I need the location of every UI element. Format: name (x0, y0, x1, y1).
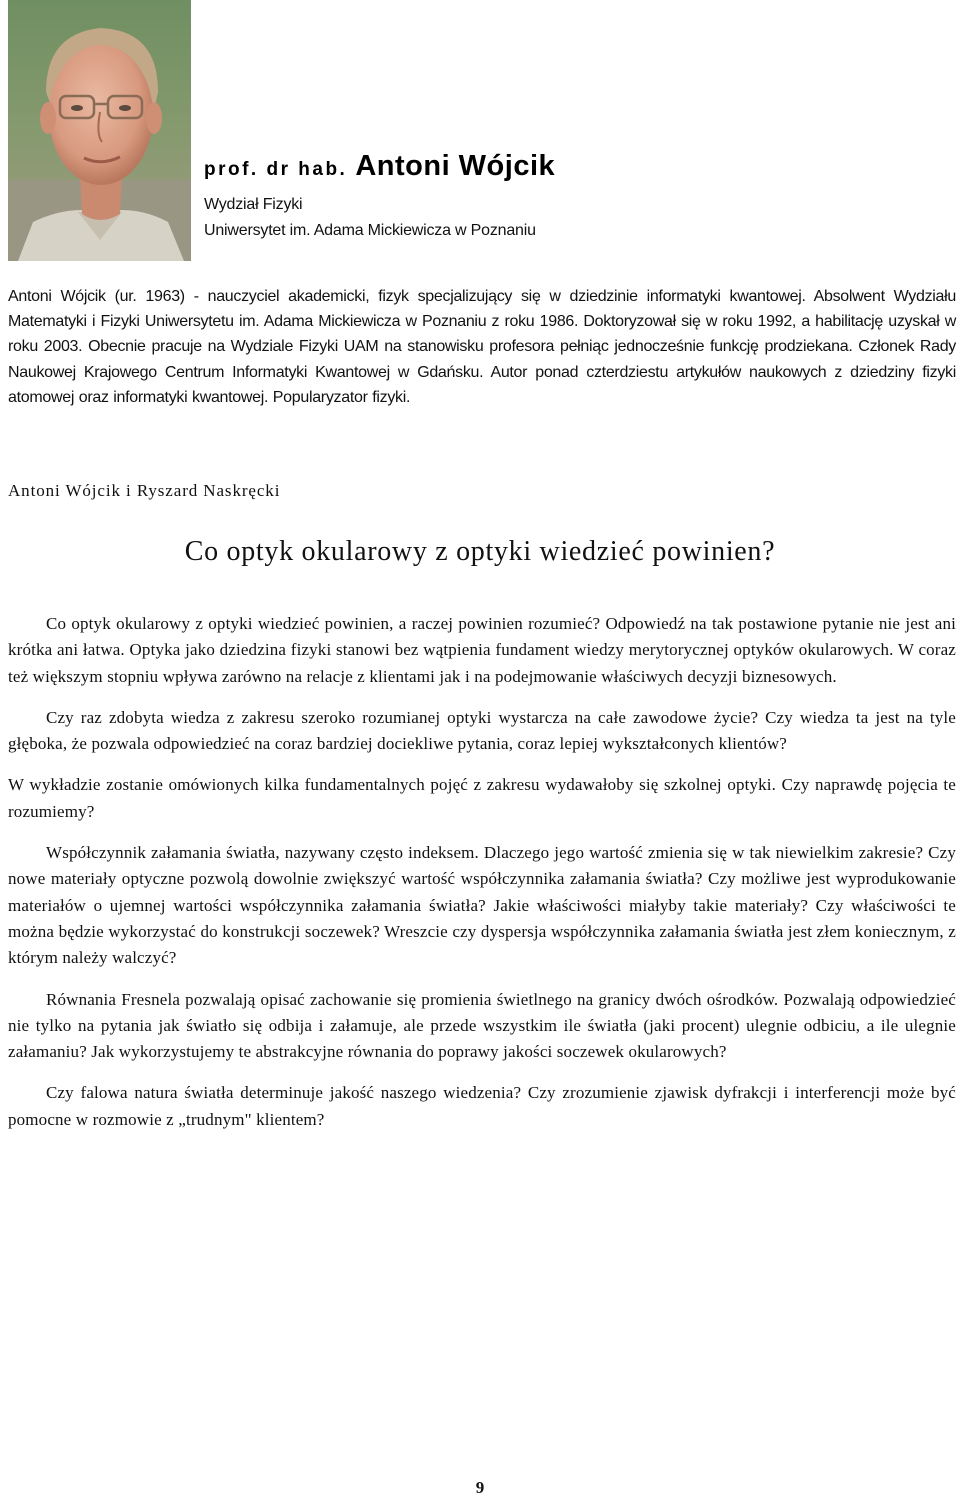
author-name-line (204, 150, 555, 183)
author-photo (8, 0, 191, 261)
article-authors: Antoni Wójcik i Ryszard Naskręcki (8, 481, 281, 500)
article-paragraph: W wykładzie zostanie omówionych kilka fundamentalnych pojęć z zakresu wydawałoby się szkolnej optyki. Czy naprawdę pojęcia te rozumiemy? (8, 775, 956, 821)
article-body (8, 611, 956, 1148)
article-title: Co optyk okularowy z optyki wiedzieć powinien? (184, 536, 776, 567)
author-portrait-image (8, 0, 191, 261)
academic-title: prof. dr hab. (204, 159, 348, 180)
article-paragraph: Równania Fresnela pozwalają opisać zachowanie się promienia świetlnego na granicy dwóch ośrodków. Pozwalają odpowiedzieć nie tylko na pytania jak światło się odbija i załamuje, ale przede wszystkim ile światła (jaki procent) ulegnie odbiciu, a ile ulegnie załamaniu? Jak wykorzystujemy te abstrakcyjne równania do poprawy jakości soczewek okularowych? (8, 989, 956, 1062)
affiliation-university: Uniwersytet im. Adama Mickiewicza w Poznaniu (204, 222, 536, 239)
author-header (204, 150, 555, 244)
page-number: 9 (475, 1478, 485, 1497)
article-paragraph: Współczynnik załamania światła, nazywany często indeksem. Dlaczego jego wartość zmienia się w tak niewielkim zakresie? Czy nowe materiały optyczne pozwolą dowolnie zwiększyć wartość współczynnika załamania światła? Czy możliwe jest wyprodukowanie materiałów o ujemnej wartości współczynnika załamania światła? Jakie właściwości miałyby takie materiały? Czy właściwości te można będzie wykorzystać do konstrukcji soczewek? Wreszcie czy dyspersja współczynnika załamania światła jest złem koniecznym, z którym należy walczyć? (8, 843, 956, 968)
article-paragraph: Czy falowa natura światła determinuje jakość naszego wiedzenia? Czy zrozumienie zjawisk dyfrakcji i interferencji może być pomocne w rozmowie z „trudnym" klientem? (8, 1083, 956, 1129)
affiliation-department: Wydział Fizyki (204, 196, 303, 213)
article-paragraph: Co optyk okularowy z optyki wiedzieć powinien, a raczej powinien rozumieć? Odpowiedź na tak postawione pytanie nie jest ani krótka ani łatwa. Optyka jako dziedzina fizyki stanowi bez wątpienia fundament wiedzy merytorycznej optyków okularowych. W coraz też większym stopniu wpływa zarówno na relacje z klientami jak i na podejmowanie właściwych decyzji biznesowych. (8, 614, 956, 686)
author-bio: Antoni Wójcik (ur. 1963) - nauczyciel akademicki, fizyk specjalizujący się w dziedzinie informatyki kwantowej. Absolwent Wydziału Matematyki i Fizyki Uniwersytetu im. Adama Mickiewicza w Poznaniu z roku 1986. Doktoryzował się w roku 1992, a habilitację uzyskał w roku 2003. Obecnie pracuje na Wydziale Fizyki UAM na stanowisku profesora pełniąc jednocześnie funkcję prodziekana. Członek Rady Naukowej Krajowego Centrum Informatyki Kwantowej w Gdańsku. Autor ponad czterdziestu artykułów naukowych z dziedziny fizyki atomowej oraz informatyki kwantowej. Popularyzator fizyki. (8, 288, 956, 406)
article-paragraph: Czy raz zdobyta wiedza z zakresu szeroko rozumianej optyki wystarcza na całe zawodowe życie? Czy wiedza ta jest na tyle głęboka, że pozwala odpowiedzieć na coraz bardziej dociekliwe pytania, coraz lepiej wykształconych klientów? (8, 707, 956, 754)
author-name: Antoni Wójcik (355, 150, 556, 182)
